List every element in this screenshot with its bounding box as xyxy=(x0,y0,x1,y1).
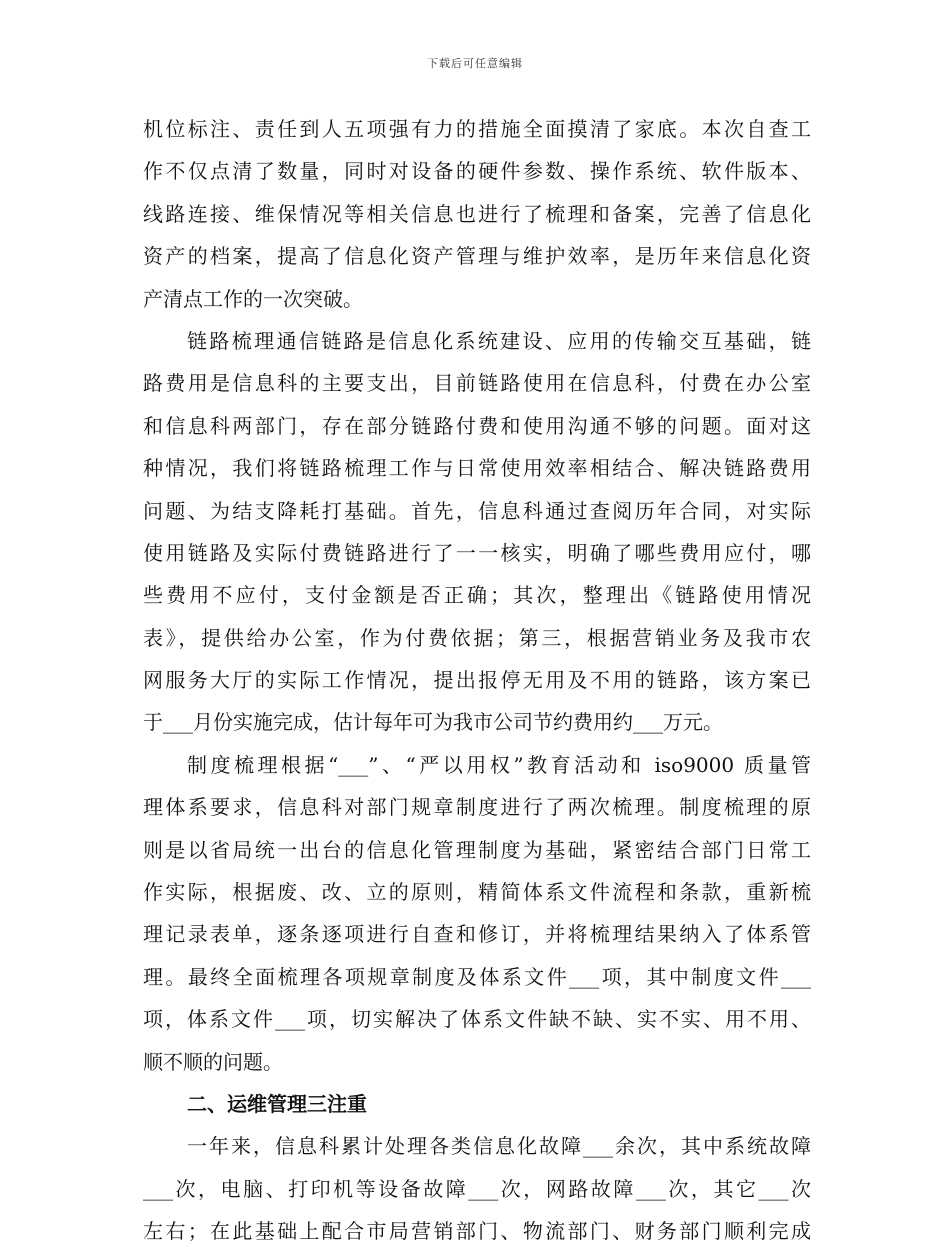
section-heading: 二、运维管理三注重 xyxy=(187,1091,367,1116)
text-line: 使用链路及实际付费链路进行了一一核实，明确了哪些费用应付，哪 xyxy=(143,540,811,565)
text-line: 路费用是信息科的主要支出，目前链路使用在信息科，付费在办公室 xyxy=(143,371,811,396)
text-line: 线路连接、维保情况等相关信息也进行了梳理和备案，完善了信息化 xyxy=(143,201,811,226)
text-line: 问题、为结支降耗打基础。首先，信息科通过查阅历年合同，对实际 xyxy=(143,498,811,523)
text-line: 理体系要求，信息科对部门规章制度进行了两次梳理。制度梳理的原 xyxy=(143,795,811,820)
text-line: 资产的档案，提高了信息化资产管理与维护效率，是历年来信息化资 xyxy=(143,244,811,269)
text-line: 作实际，根据废、改、立的原则，精简体系文件流程和条款，重新梳 xyxy=(143,880,811,905)
page-header: 下载后可任意编辑 xyxy=(427,57,523,70)
text-line: 则是以省局统一出台的信息化管理制度为基础，紧密结合部门日常工 xyxy=(143,837,811,862)
text-line: 和信息科两部门，存在部分链路付费和使用沟通不够的问题。面对这 xyxy=(143,413,811,438)
paragraph-operations xyxy=(143,1125,811,1252)
text-line: 网服务大厅的实际工作情况，提出报停无用及不用的链路，该方案已 xyxy=(143,668,811,693)
paragraph-inventory-continuation xyxy=(143,108,811,320)
paragraph-link-review xyxy=(143,320,811,744)
text-line: 机位标注、责任到人五项强有力的措施全面摸清了家底。本次自查工 xyxy=(143,117,811,141)
text-line: 产清点工作的一次突破。 xyxy=(143,286,363,311)
text-line: 顺不顺的问题。 xyxy=(143,1049,283,1074)
document-body xyxy=(143,108,811,1253)
text-line: 理。最终全面梳理各项规章制度及体系文件___项，其中制度文件___ xyxy=(143,964,811,989)
text-line: ___次，电脑、打印机等设备故障___次，网路故障___次，其它___次 xyxy=(143,1176,811,1201)
text-line: 种情况，我们将链路梳理工作与日常使用效率相结合、解决链路费用 xyxy=(143,456,811,481)
text-line: 一年来，信息科累计处理各类信息化故障___余次，其中系统故障 xyxy=(187,1134,811,1159)
text-line: 表》，提供给办公室，作为付费依据；第三，根据营销业务及我市农 xyxy=(143,625,811,650)
text-line: 左右；在此基础上配合市局营销部门、物流部门、财务部门顺利完成 xyxy=(143,1219,811,1244)
paragraph-system-review xyxy=(143,744,811,1083)
text-line: 于___月份实施完成，估计每年可为我市公司节约费用约___万元。 xyxy=(143,710,723,735)
text-line: 理记录表单，逐条逐项进行自查和修订，并将梳理结果纳入了体系管 xyxy=(143,922,811,947)
text-line: 项，体系文件___项，切实解决了体系文件缺不缺、实不实、用不用、 xyxy=(143,1007,811,1032)
text-line: 链路梳理通信链路是信息化系统建设、应用的传输交互基础，链 xyxy=(187,328,811,353)
text-line: 作不仅点清了数量，同时对设备的硬件参数、操作系统、软件版本、 xyxy=(143,159,811,184)
text-line: 些费用不应付，支付金额是否正确；其次，整理出《链路使用情况 xyxy=(143,583,811,608)
text-line: 制度梳理根据“___”、“严以用权”教育活动和 iso9000 质量管 xyxy=(187,752,811,777)
